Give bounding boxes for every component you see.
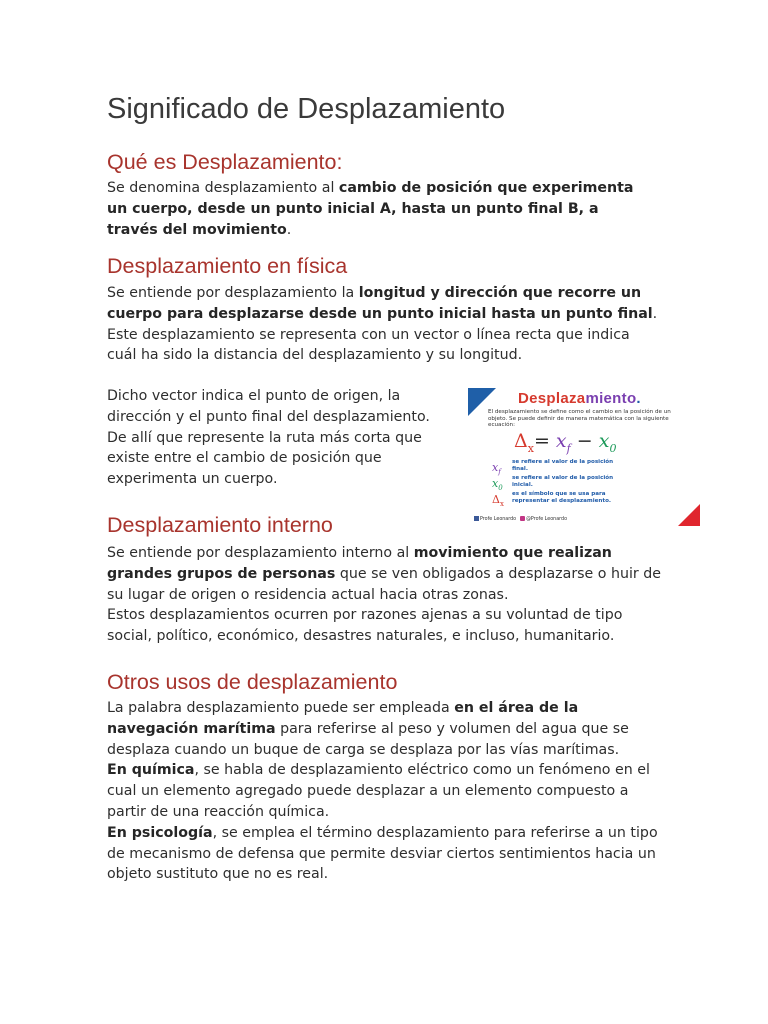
figure-title-part: . xyxy=(636,390,641,407)
section-heading-interno: Desplazamiento interno xyxy=(107,513,333,537)
paragraph-fisica-vector: Dicho vector indica el punto de origen, la dirección y el punto final del desplazamiento. De allí que represente la ruta más corta que existe entre el cambio de posición que experimenta un cuerpo. xyxy=(107,388,430,488)
desplazamiento-figure xyxy=(468,388,700,526)
paragraph-text: que se ven obligados a desplazarse o huir de su lugar de origen o residencia actual hacia otras zonas. xyxy=(107,565,661,603)
paragraph-text: La palabra desplazamiento puede ser empleada xyxy=(107,700,455,716)
legend-text: se refiere al valor de la posición inicial. xyxy=(512,475,614,488)
legend-symbol-main: Δ xyxy=(492,493,500,506)
paragraph-bold-text: movimiento que realizan grandes grupos de personas xyxy=(107,545,612,582)
legend-row-delta xyxy=(492,488,622,508)
paragraph-text: Estos desplazamientos ocurren por razones ajenas a su voluntad de tipo social, político, económico, desastres naturales, e incluso, humanitario. xyxy=(107,607,623,645)
formula-delta: Δ xyxy=(514,430,528,452)
formula-delta-sub: x xyxy=(527,441,534,455)
legend-symbol-main: x xyxy=(492,461,499,474)
paragraph-text: , se emplea el término desplazamiento para referirse a un tipo de mecanismo de defensa que permite desviar ciertos sentimientos hacia un objeto sustituto que no es real. xyxy=(107,824,658,883)
figure-title-part: miento xyxy=(585,390,637,407)
paragraph-text: para referirse al peso y volumen del agua que se desplaza cuando un buque de carga se desplaza por las vías marítimas. xyxy=(107,720,629,758)
displacement-formula xyxy=(514,430,616,455)
paragraph-bold-text: longitud y dirección que recorre un cuerpo para desplazarse desde un punto inicial hasta un punto final xyxy=(107,285,653,322)
page-title: Significado de Desplazamiento xyxy=(107,93,506,125)
figure-title-part: Desplaza xyxy=(518,390,586,407)
paragraph-definition xyxy=(107,178,647,240)
paragraph-bold-text: En química xyxy=(107,762,195,779)
footer-facebook-handle: Profe Leonardo xyxy=(480,517,517,522)
section-heading-fisica: Desplazamiento en física xyxy=(107,254,348,278)
figure-title xyxy=(518,390,641,407)
paragraph-text: . xyxy=(652,305,658,322)
figure-footer xyxy=(474,516,567,522)
legend-symbol-sub: 0 xyxy=(498,484,503,493)
corner-decoration xyxy=(678,504,700,526)
paragraph-text: Se entiende por desplazamiento la xyxy=(107,285,359,301)
section-heading-otros-usos: Otros usos de desplazamiento xyxy=(107,670,398,694)
formula-xf: x xyxy=(555,430,567,452)
paragraph-otros-usos xyxy=(107,698,663,885)
legend-symbol-sub: f xyxy=(498,468,501,477)
formula-x0-sub: 0 xyxy=(609,441,617,455)
paragraph-bold-text: cambio de posición que experimenta un cuerpo, desde un punto inicial A, hasta un punto final B, a través del movimiento xyxy=(107,180,634,238)
paragraph-text: . xyxy=(286,221,292,238)
formula-minus: − xyxy=(570,430,599,452)
section-heading-que-es: Qué es Desplazamiento: xyxy=(107,150,343,174)
paragraph-fisica-1 xyxy=(107,283,663,366)
paragraph-text: Este desplazamiento se representa con un vector o línea recta que indica cuál ha sido la distancia del desplazamiento y su longitud. xyxy=(107,326,630,364)
paragraph-bold-text: En psicología xyxy=(107,824,213,841)
legend-symbol-sub: x xyxy=(499,500,504,509)
paragraph-text: , se habla de desplazamiento eléctrico como un fenómeno en el cual un elemento agregado puede desplazar a un elemento compuesto a partir de una reacción química. xyxy=(107,762,650,820)
footer-instagram-handle: @Profe Leonardo xyxy=(526,517,568,522)
formula-x0: x xyxy=(598,430,610,452)
legend-text: se refiere al valor de la posición final. xyxy=(512,459,614,472)
formula-xf-sub: f xyxy=(566,441,571,455)
paragraph-bold-text: en el área de la navegación marítima xyxy=(107,700,579,737)
paragraph-text: Se denomina desplazamiento al xyxy=(107,180,339,196)
instagram-icon xyxy=(520,516,525,521)
legend-symbol xyxy=(492,493,512,508)
formula-equals: = xyxy=(533,430,556,452)
facebook-icon xyxy=(474,516,479,521)
paragraph-text: Se entiende por desplazamiento interno al xyxy=(107,545,414,561)
paragraph-interno xyxy=(107,543,663,647)
figure-description: El desplazamiento se define como el cambio en la posición de un objeto. Se puede definir de manera matemática con la siguiente ecuación: xyxy=(488,409,671,429)
legend-symbol-main: x xyxy=(492,477,499,490)
legend-text: es el símbolo que se usa para representar el desplazamiento. xyxy=(512,491,612,504)
